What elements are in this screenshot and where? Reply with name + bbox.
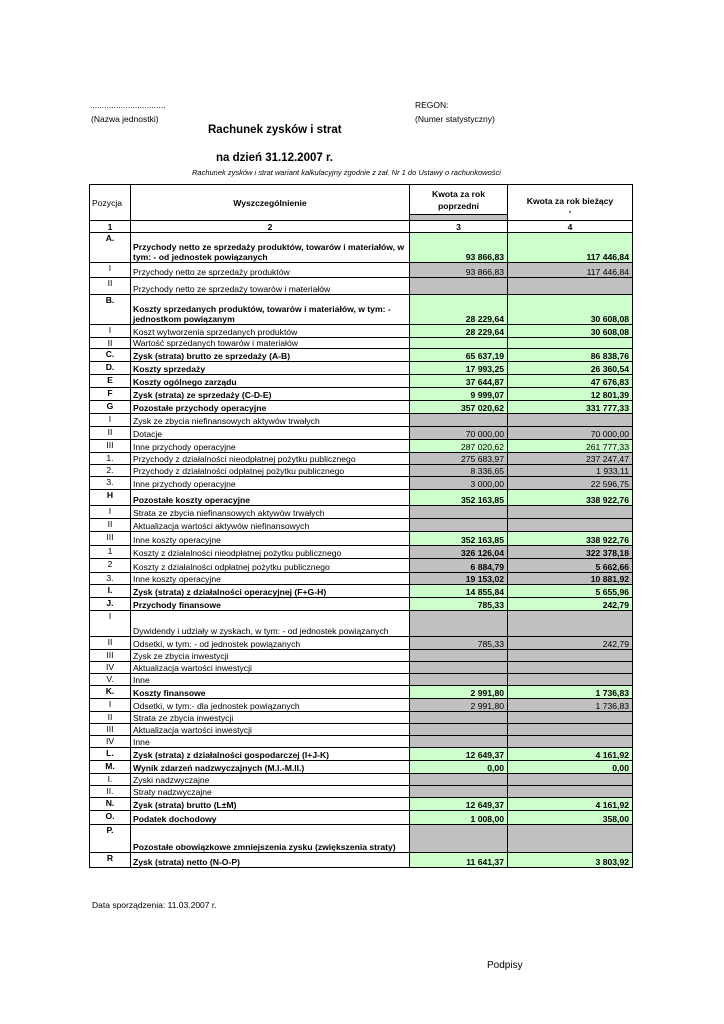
row-description: Zysk (strata) brutto (L±M) <box>131 798 410 811</box>
row-curr-year-amount: 0,00 <box>508 761 633 774</box>
row-position: J. <box>90 598 131 611</box>
row-description: Inne <box>131 674 410 686</box>
table-row <box>90 278 633 295</box>
row-curr-year-amount: 12 801,39 <box>508 388 633 401</box>
row-prev-year-amount: 37 644,87 <box>410 375 508 388</box>
row-description: Przychody finansowe <box>131 598 410 611</box>
table-row <box>90 686 633 699</box>
row-position: E <box>90 375 131 388</box>
row-position: IV <box>90 736 131 748</box>
row-position: 1 <box>90 546 131 559</box>
table-row <box>90 853 633 868</box>
row-prev-year-amount: 65 637,19 <box>410 349 508 362</box>
row-prev-year-amount: 352 163,85 <box>410 490 508 506</box>
table-row <box>90 825 633 853</box>
table-row <box>90 338 633 349</box>
row-position: II <box>90 519 131 532</box>
row-curr-year-amount <box>508 611 633 637</box>
row-prev-year-amount: 93 866,83 <box>410 233 508 263</box>
row-curr-year-amount <box>508 338 633 349</box>
row-prev-year-amount: 2 991,80 <box>410 686 508 699</box>
row-description: Zysk (strata) brutto ze sprzedaży (A-B) <box>131 349 410 362</box>
row-prev-year-amount: 1 008,00 <box>410 811 508 825</box>
row-description: Straty nadzwyczajne <box>131 786 410 798</box>
row-prev-year-amount: 287 020,62 <box>410 440 508 453</box>
row-curr-year-amount <box>508 650 633 662</box>
row-description: Aktualizacja wartości aktywów niefinansowych <box>131 519 410 532</box>
row-position: I <box>90 506 131 519</box>
row-description: Inne koszty operacyjne <box>131 573 410 585</box>
row-curr-year-amount: 22 596,75 <box>508 477 633 490</box>
row-description: Strata ze zbycia inwestycji <box>131 712 410 724</box>
row-prev-year-amount: 326 126,04 <box>410 546 508 559</box>
table-row <box>90 748 633 761</box>
row-description: Strata ze zbycia niefinansowych aktywów trwałych <box>131 506 410 519</box>
row-position: II <box>90 637 131 650</box>
row-position: K. <box>90 686 131 699</box>
row-curr-year-amount <box>508 774 633 786</box>
row-description: Koszty sprzedaży <box>131 362 410 375</box>
table-row <box>90 506 633 519</box>
row-position: V. <box>90 674 131 686</box>
row-position: I <box>90 414 131 427</box>
row-prev-year-amount: 28 229,64 <box>410 295 508 325</box>
row-prev-year-amount <box>410 736 508 748</box>
table-row <box>90 465 633 477</box>
row-position: D. <box>90 362 131 375</box>
row-position: G <box>90 401 131 414</box>
row-description: Przychody netto ze sprzedaży produktów, towarów i materiałów, w tym: - od jednostek powiązanych <box>131 233 410 263</box>
row-prev-year-amount: 275 683,97 <box>410 453 508 465</box>
row-prev-year-amount <box>410 414 508 427</box>
row-prev-year-amount: 9 999,07 <box>410 388 508 401</box>
row-description: Odsetki, w tym:- dla jednostek powiązanych <box>131 699 410 712</box>
row-prev-year-amount: 19 153,02 <box>410 573 508 585</box>
header-prev-year <box>410 185 508 215</box>
row-curr-year-amount: 1 933,11 <box>508 465 633 477</box>
table-row <box>90 414 633 427</box>
table-row <box>90 362 633 375</box>
row-position: L. <box>90 748 131 761</box>
row-prev-year-amount: 3 000,00 <box>410 477 508 490</box>
header-curr-comma: , <box>568 204 572 214</box>
row-prev-year-amount <box>410 712 508 724</box>
row-position: I. <box>90 774 131 786</box>
row-curr-year-amount <box>508 662 633 674</box>
table-row <box>90 662 633 674</box>
row-curr-year-amount: 242,79 <box>508 637 633 650</box>
row-position: M. <box>90 761 131 774</box>
row-description: Przychody z działalności odpłatnej pożytku publicznego <box>131 465 410 477</box>
row-curr-year-amount: 5 662,66 <box>508 559 633 573</box>
row-description: Odsetki, w tym: - od jednostek powiązanych <box>131 637 410 650</box>
row-description: Koszty ogólnego zarządu <box>131 375 410 388</box>
row-prev-year-amount: 357 020,62 <box>410 401 508 414</box>
row-prev-year-amount <box>410 662 508 674</box>
table-row <box>90 453 633 465</box>
row-prev-year-amount: 8 336,65 <box>410 465 508 477</box>
table-row <box>90 440 633 453</box>
table-row <box>90 774 633 786</box>
row-curr-year-amount: 117 446,84 <box>508 233 633 263</box>
row-description: Dywidendy i udziały w zyskach, w tym: - od jednostek powiązanych <box>131 611 410 637</box>
row-prev-year-amount: 12 649,37 <box>410 748 508 761</box>
row-prev-year-amount: 785,33 <box>410 637 508 650</box>
header-pozycja: Pozycja <box>90 185 131 221</box>
row-prev-year-amount <box>410 506 508 519</box>
row-description: Inne przychody operacyjne <box>131 477 410 490</box>
row-prev-year-amount: 2 991,80 <box>410 699 508 712</box>
row-position: 1. <box>90 453 131 465</box>
table-row <box>90 519 633 532</box>
row-curr-year-amount: 4 161,92 <box>508 798 633 811</box>
regon-label: REGON: <box>415 100 449 110</box>
row-curr-year-amount: 358,00 <box>508 811 633 825</box>
colnum-2: 2 <box>131 221 410 233</box>
row-position: F <box>90 388 131 401</box>
table-row <box>90 798 633 811</box>
row-curr-year-amount: 331 777,33 <box>508 401 633 414</box>
row-curr-year-amount <box>508 724 633 736</box>
table-row <box>90 325 633 338</box>
row-prev-year-amount: 28 229,64 <box>410 325 508 338</box>
income-statement-table <box>89 184 633 868</box>
row-position: I <box>90 699 131 712</box>
row-description: Koszty sprzedanych produktów, towarów i materiałów, w tym: - jednostkom powiązanym <box>131 295 410 325</box>
row-curr-year-amount <box>508 712 633 724</box>
row-curr-year-amount: 322 378,18 <box>508 546 633 559</box>
header-wyszczegolnienie: Wyszczególnienie <box>131 185 410 221</box>
row-prev-year-amount: 6 884,79 <box>410 559 508 573</box>
table-row <box>90 388 633 401</box>
table-row <box>90 699 633 712</box>
row-position: C. <box>90 349 131 362</box>
row-position: II <box>90 712 131 724</box>
row-position: 2 <box>90 559 131 573</box>
row-description: Koszt wytworzenia sprzedanych produktów <box>131 325 410 338</box>
row-prev-year-amount <box>410 650 508 662</box>
row-curr-year-amount: 70 000,00 <box>508 427 633 440</box>
row-position: III <box>90 650 131 662</box>
table-row <box>90 295 633 325</box>
row-position: 3. <box>90 477 131 490</box>
page-title: Rachunek zysków i strat <box>208 124 342 136</box>
row-position: I <box>90 263 131 278</box>
row-position: II <box>90 427 131 440</box>
row-position: I <box>90 325 131 338</box>
header-curr-year-label: Kwota za rok bieżący <box>526 195 614 206</box>
row-description: Przychody z działalności nieodpłatnej pożytku publicznego <box>131 453 410 465</box>
row-description: Pozostałe przychody operacyjne <box>131 401 410 414</box>
row-description: Przychody netto ze sprzedaży produktów <box>131 263 410 278</box>
row-curr-year-amount: 5 655,96 <box>508 585 633 598</box>
row-position: I <box>90 611 131 637</box>
row-prev-year-amount: 11 641,37 <box>410 853 508 868</box>
row-prev-year-amount <box>410 611 508 637</box>
row-curr-year-amount: 338 922,76 <box>508 490 633 506</box>
header-prev-year-line1: Kwota za rok <box>431 188 485 199</box>
row-description: Inne <box>131 736 410 748</box>
colnum-1: 1 <box>90 221 131 233</box>
row-prev-year-amount: 70 000,00 <box>410 427 508 440</box>
row-prev-year-amount <box>410 774 508 786</box>
row-prev-year-amount: 352 163,85 <box>410 532 508 546</box>
row-description: Koszty finansowe <box>131 686 410 699</box>
row-position: B. <box>90 295 131 325</box>
header-curr-year <box>508 185 633 221</box>
row-description: Koszty z działalności odpłatnej pożytku publicznego <box>131 559 410 573</box>
row-position: 3. <box>90 573 131 585</box>
row-prev-year-amount <box>410 338 508 349</box>
row-position: III <box>90 440 131 453</box>
row-description: Zysk ze zbycia inwestycji <box>131 650 410 662</box>
table-row <box>90 559 633 573</box>
row-curr-year-amount: 338 922,76 <box>508 532 633 546</box>
row-position: O. <box>90 811 131 825</box>
row-curr-year-amount <box>508 786 633 798</box>
row-curr-year-amount <box>508 414 633 427</box>
header-prev-year-line2: poprzedni <box>437 200 480 211</box>
table-row <box>90 532 633 546</box>
table-row <box>90 427 633 440</box>
row-curr-year-amount <box>508 278 633 295</box>
row-curr-year-amount: 261 777,33 <box>508 440 633 453</box>
row-curr-year-amount <box>508 519 633 532</box>
row-curr-year-amount: 26 360,54 <box>508 362 633 375</box>
row-curr-year-amount: 47 676,83 <box>508 375 633 388</box>
row-description: Zyski nadzwyczajne <box>131 774 410 786</box>
table-row <box>90 263 633 278</box>
row-position: II <box>90 278 131 295</box>
row-prev-year-amount <box>410 278 508 295</box>
table-row <box>90 401 633 414</box>
row-prev-year-amount: 0,00 <box>410 761 508 774</box>
row-description: Koszty z działalności nieodpłatnej pożytku publicznego <box>131 546 410 559</box>
table-row <box>90 650 633 662</box>
row-curr-year-amount: 242,79 <box>508 598 633 611</box>
table-row <box>90 736 633 748</box>
row-curr-year-amount: 86 838,76 <box>508 349 633 362</box>
table-row <box>90 349 633 362</box>
table-row <box>90 585 633 598</box>
row-curr-year-amount: 30 608,08 <box>508 325 633 338</box>
table-row <box>90 786 633 798</box>
table-row <box>90 546 633 559</box>
stat-number-label: (Numer statystyczny) <box>415 114 495 124</box>
row-description: Zysk (strata) ze sprzedaży (C-D-E) <box>131 388 410 401</box>
row-curr-year-amount: 10 881,92 <box>508 573 633 585</box>
row-prev-year-amount <box>410 519 508 532</box>
table-row <box>90 637 633 650</box>
table-row <box>90 490 633 506</box>
table-row <box>90 712 633 724</box>
report-subtitle: Rachunek zysków i strat wariant kalkulacyjny zgodnie z zał. Nr 1 do Ustawy o rachunkowości <box>192 168 501 177</box>
row-position: N. <box>90 798 131 811</box>
row-prev-year-amount: 17 993,25 <box>410 362 508 375</box>
row-curr-year-amount: 30 608,08 <box>508 295 633 325</box>
colnum-4: 4 <box>508 221 633 233</box>
table-row <box>90 724 633 736</box>
row-curr-year-amount <box>508 825 633 853</box>
row-description: Wartość sprzedanych towarów i materiałów <box>131 338 410 349</box>
row-curr-year-amount: 4 161,92 <box>508 748 633 761</box>
table-row <box>90 811 633 825</box>
row-description: Podatek dochodowy <box>131 811 410 825</box>
row-position: 2. <box>90 465 131 477</box>
entity-name-dotted-line: ................................ <box>90 100 166 110</box>
row-curr-year-amount: 1 736,83 <box>508 686 633 699</box>
row-description: Zysk ze zbycia niefinansowych aktywów trwałych <box>131 414 410 427</box>
row-description: Zysk (strata) z działalności gospodarczej (I+J-K) <box>131 748 410 761</box>
row-curr-year-amount: 1 736,83 <box>508 699 633 712</box>
report-date: na dzień 31.12.2007 r. <box>216 152 333 164</box>
row-prev-year-amount <box>410 786 508 798</box>
row-prev-year-amount <box>410 724 508 736</box>
table-row <box>90 674 633 686</box>
row-position: III <box>90 724 131 736</box>
row-prev-year-amount: 12 649,37 <box>410 798 508 811</box>
table-row <box>90 761 633 774</box>
row-curr-year-amount <box>508 674 633 686</box>
row-curr-year-amount <box>508 506 633 519</box>
row-position: R <box>90 853 131 868</box>
table-row <box>90 573 633 585</box>
row-curr-year-amount: 237 247,47 <box>508 453 633 465</box>
row-description: Wynik zdarzeń nadzwyczajnych (M.I.-M.II.) <box>131 761 410 774</box>
row-description: Zysk (strata) netto (N-O-P) <box>131 853 410 868</box>
row-description: Pozostałe obowiązkowe zmniejszenia zysku (zwiększenia straty) <box>131 825 410 853</box>
table-row <box>90 611 633 637</box>
row-position: I. <box>90 585 131 598</box>
entity-name-label: (Nazwa jednostki) <box>91 114 159 124</box>
signatures-label: Podpisy <box>487 960 523 971</box>
row-position: A. <box>90 233 131 263</box>
row-prev-year-amount: 14 855,84 <box>410 585 508 598</box>
row-prev-year-amount: 785,33 <box>410 598 508 611</box>
row-position: II <box>90 338 131 349</box>
table-row <box>90 598 633 611</box>
row-prev-year-amount: 93 866,83 <box>410 263 508 278</box>
row-description: Aktualizacja wartości inwestycji <box>131 724 410 736</box>
row-position: III <box>90 532 131 546</box>
table-row <box>90 233 633 263</box>
table-row <box>90 477 633 490</box>
preparation-date: Data sporządzenia: 11.03.2007 r. <box>92 900 217 910</box>
row-description: Aktualizacja wartości inwestycji <box>131 662 410 674</box>
row-description: Dotacje <box>131 427 410 440</box>
row-position: P. <box>90 825 131 853</box>
row-curr-year-amount <box>508 736 633 748</box>
row-description: Inne przychody operacyjne <box>131 440 410 453</box>
row-position: II. <box>90 786 131 798</box>
table-row <box>90 375 633 388</box>
colnum-3: 3 <box>410 221 508 233</box>
row-description: Inne koszty operacyjne <box>131 532 410 546</box>
row-prev-year-amount <box>410 825 508 853</box>
row-position: IV <box>90 662 131 674</box>
row-description: Przychody netto ze sprzedaży towarów i materiałów <box>131 278 410 295</box>
row-description: Zysk (strata) z działalności operacyjnej (F+G-H) <box>131 585 410 598</box>
row-prev-year-amount <box>410 674 508 686</box>
row-curr-year-amount: 117 446,84 <box>508 263 633 278</box>
table-body <box>90 233 633 868</box>
row-curr-year-amount: 3 803,92 <box>508 853 633 868</box>
row-description: Pozostałe koszty operacyjne <box>131 490 410 506</box>
row-position: H <box>90 490 131 506</box>
